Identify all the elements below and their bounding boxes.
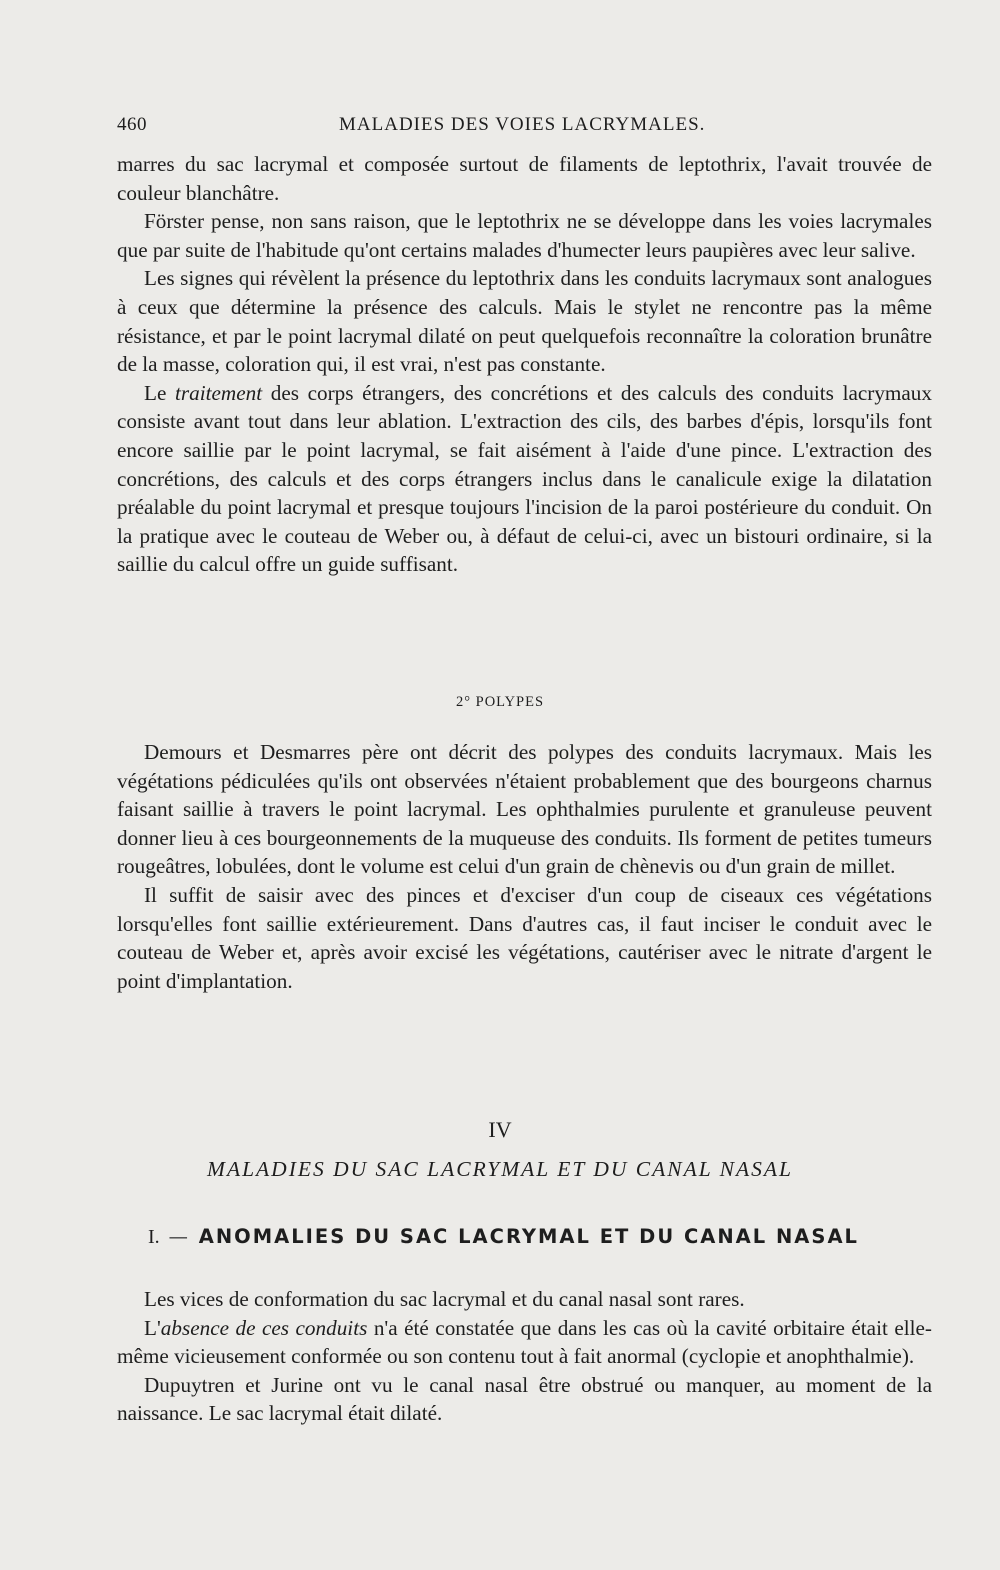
paragraph: Le traitement des corps étrangers, des concrétions et des calculs des conduits lacrymaux consiste avant tout dans leur ablation. L'extraction des cils, des barbes d'épis, lorsqu'ils font encore saillie par le point lacrymal, se fait aisément à l'aide d'une pince. L'extraction des concrétions, des calculs et des corps étrangers inclus dans le canalicule exige la dilatation préalable du point lacrymal et presque toujours l'incision de la paroi postérieure du conduit. On la pratique avec le couteau de Weber ou, à défaut de celui-ci, avec un bistouri ordinaire, si la saillie du calcul offre un guide suffisant. — [117, 380, 932, 577]
paragraph: Il suffit de saisir avec des pinces et d'exciser d'un coup de ciseaux ces végétations lorsqu'elles font saillie extérieurement. Dans d'autres cas, il faut inciser le conduit avec le couteau de Weber et, après avoir excisé les végétations, cautériser avec le nitrate d'argent le point d'implantation. — [117, 882, 932, 993]
paragraph: L'absence de ces conduits n'a été constatée que dans les cas où la cavité orbitaire était elle-même vicieusement conformée ou son contenu tout à fait anormal (cyclopie et anophthalmie). — [117, 1315, 932, 1369]
running-title: MALADIES DES VOIES LACRYMALES. — [339, 114, 706, 135]
part-title: MALADIES DU SAC LACRYMAL ET DU CANAL NASAL — [207, 1157, 793, 1181]
part-number: IV — [488, 1117, 512, 1142]
page-number: 460 — [117, 114, 147, 135]
text-block-polypes — [117, 738, 932, 995]
subheading-polypes: 2° POLYPES — [455, 694, 545, 710]
section-title — [148, 1225, 928, 1249]
text-block-leptothrix — [117, 150, 932, 579]
paragraph: Dupuytren et Jurine ont vu le canal nasal être obstrué ou manquer, au moment de la naissance. Le sac lacrymal était dilaté. — [117, 1372, 932, 1426]
paragraph: Les signes qui révèlent la présence du leptothrix dans les conduits lacrymaux sont analogues à ceux que détermine la présence des calculs. Mais le stylet ne rencontre pas la même résistance, et par le point lacrymal dilaté on peut quelquefois reconnaître la coloration brunâtre de la masse, coloration qui, il est vrai, n'est pas constante. — [117, 266, 932, 377]
text-block-anomalies — [117, 1285, 932, 1428]
section-number: I. — [148, 1226, 160, 1248]
paragraph: Demours et Desmarres père ont décrit des polypes des conduits lacrymaux. Mais les végétations pédiculées qu'ils ont observées n'étaient probablement que des bourgeons charnus faisant saillie à travers le point lacrymal. Les ophthalmies purulente et granuleuse peuvent donner lieu à ces bourgeonnements de la muqueuse des conduits. Ils forment de petites tumeurs rougeâtres, lobulées, dont le volume est celui d'un grain de chènevis ou d'un grain de millet. — [117, 740, 932, 879]
section-heading: ANOMALIES DU SAC LACRYMAL ET DU CANAL NASAL — [198, 1225, 859, 1248]
paragraph: Les vices de conformation du sac lacrymal et du canal nasal sont rares. — [144, 1287, 745, 1311]
paragraph: marres du sac lacrymal et composée surtout de filaments de leptothrix, l'avait trouvée de couleur blanchâtre. — [117, 152, 932, 205]
section-dash: — — [168, 1225, 190, 1248]
paragraph: Förster pense, non sans raison, que le leptothrix ne se développe dans les voies lacrymales que par suite de l'habitude qu'ont certains malades d'humecter leurs paupières avec leur salive. — [117, 209, 932, 262]
